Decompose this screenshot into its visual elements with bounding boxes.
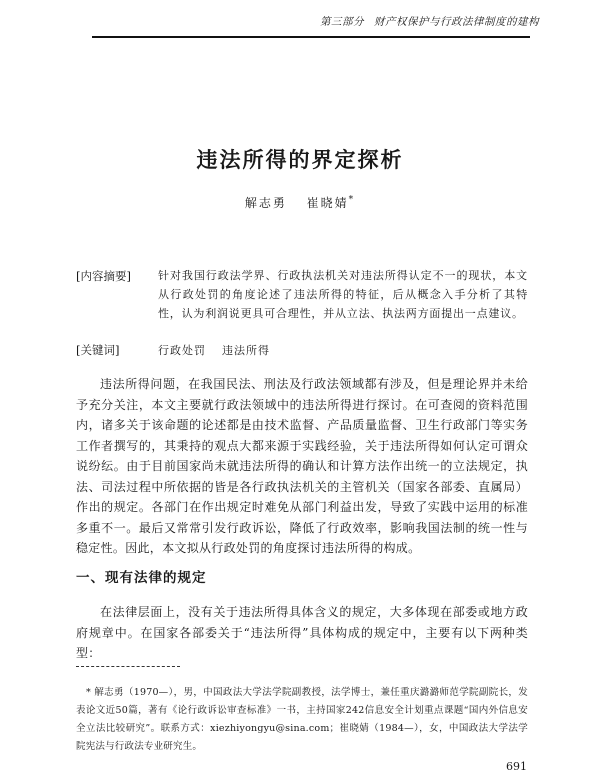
section-heading: 一、现有法律的规定 [76, 570, 207, 586]
article-title: 违法所得的界定探析 [196, 147, 404, 172]
section-paragraph: 在法律层面上，没有关于违法所得具体含义的规定，大多体现在部委或地方政府规章中。在国家各部委关于“违法所得”具体构成的规定中，主要有以下两种类型： [76, 605, 528, 660]
keyword: 违法所得 [222, 344, 270, 357]
keywords-list [158, 342, 270, 358]
footnote-divider [76, 666, 180, 667]
page-number: 691 [506, 760, 527, 773]
author-footnote-mark: * [348, 195, 356, 205]
abstract-text: 针对我国行政法学界、行政执法机关对违法所得认定不一的现状，本文从行政处罚的角度论述了违法所得的特征，后从概念入手分析了其特性，认为利润说更具可合理性，并从立法、执法两方面提出一点建议。 [158, 269, 528, 320]
running-header [320, 14, 539, 29]
author-1: 解志勇 [244, 196, 287, 210]
abstract-label: [内容摘要] [76, 269, 131, 283]
author-2: 崔晓婧 [306, 196, 349, 210]
keyword: 行政处罚 [158, 344, 206, 357]
intro-paragraph: 违法所得问题，在我国民法、刑法及行政法领域都有涉及，但是理论界并未给予充分关注，本文主要就行政法领域中的违法所得进行探讨。在可查阅的资料范围内，诸多关于该命题的论述都是由技术监督、产品质量监督、卫生行政部门等实务工作者撰写的，其秉持的观点大都来源于实践经验，关于违法所得如何认定可谓众说纷纭。由于目前国家尚未就违法所得的确认和计算方法作出统一的立法规定，执法、司法过程中所依据的皆是各行政执法机关的主管机关（国家各部委、直属局）作出的规定。各部门在作出规定时难免从部门利益出发，导致了实践中运用的标准多重不一。最后又常常引发行政诉讼，降低了行政效率，影响我国法制的统一性与稳定性。因此，本文拟从行政处罚的角度探讨违法所得的构成。 [76, 377, 528, 555]
footnote: * 解志勇（1970—），男，中国政法大学法学院副教授，法学博士，兼任重庆潞潞师范学院副院长，发表论文近50篇，著有《论行政诉讼审查标准》一书，主持国家242信息安全计划重点课题“国内外信息安全立法比较研究”。联系方式：xiezhiyongyu@sina.com；崔晓婧（1984—），女，中国政法大学法学院宪法与行政法专业研究生。 [76, 687, 528, 752]
authors [0, 194, 600, 211]
header-part: 第三部分 [320, 16, 364, 28]
keywords-label: [关键词] [76, 343, 120, 357]
header-section-title: 财产权保护与行政法律制度的建构 [374, 16, 539, 28]
header-rule [92, 36, 530, 38]
